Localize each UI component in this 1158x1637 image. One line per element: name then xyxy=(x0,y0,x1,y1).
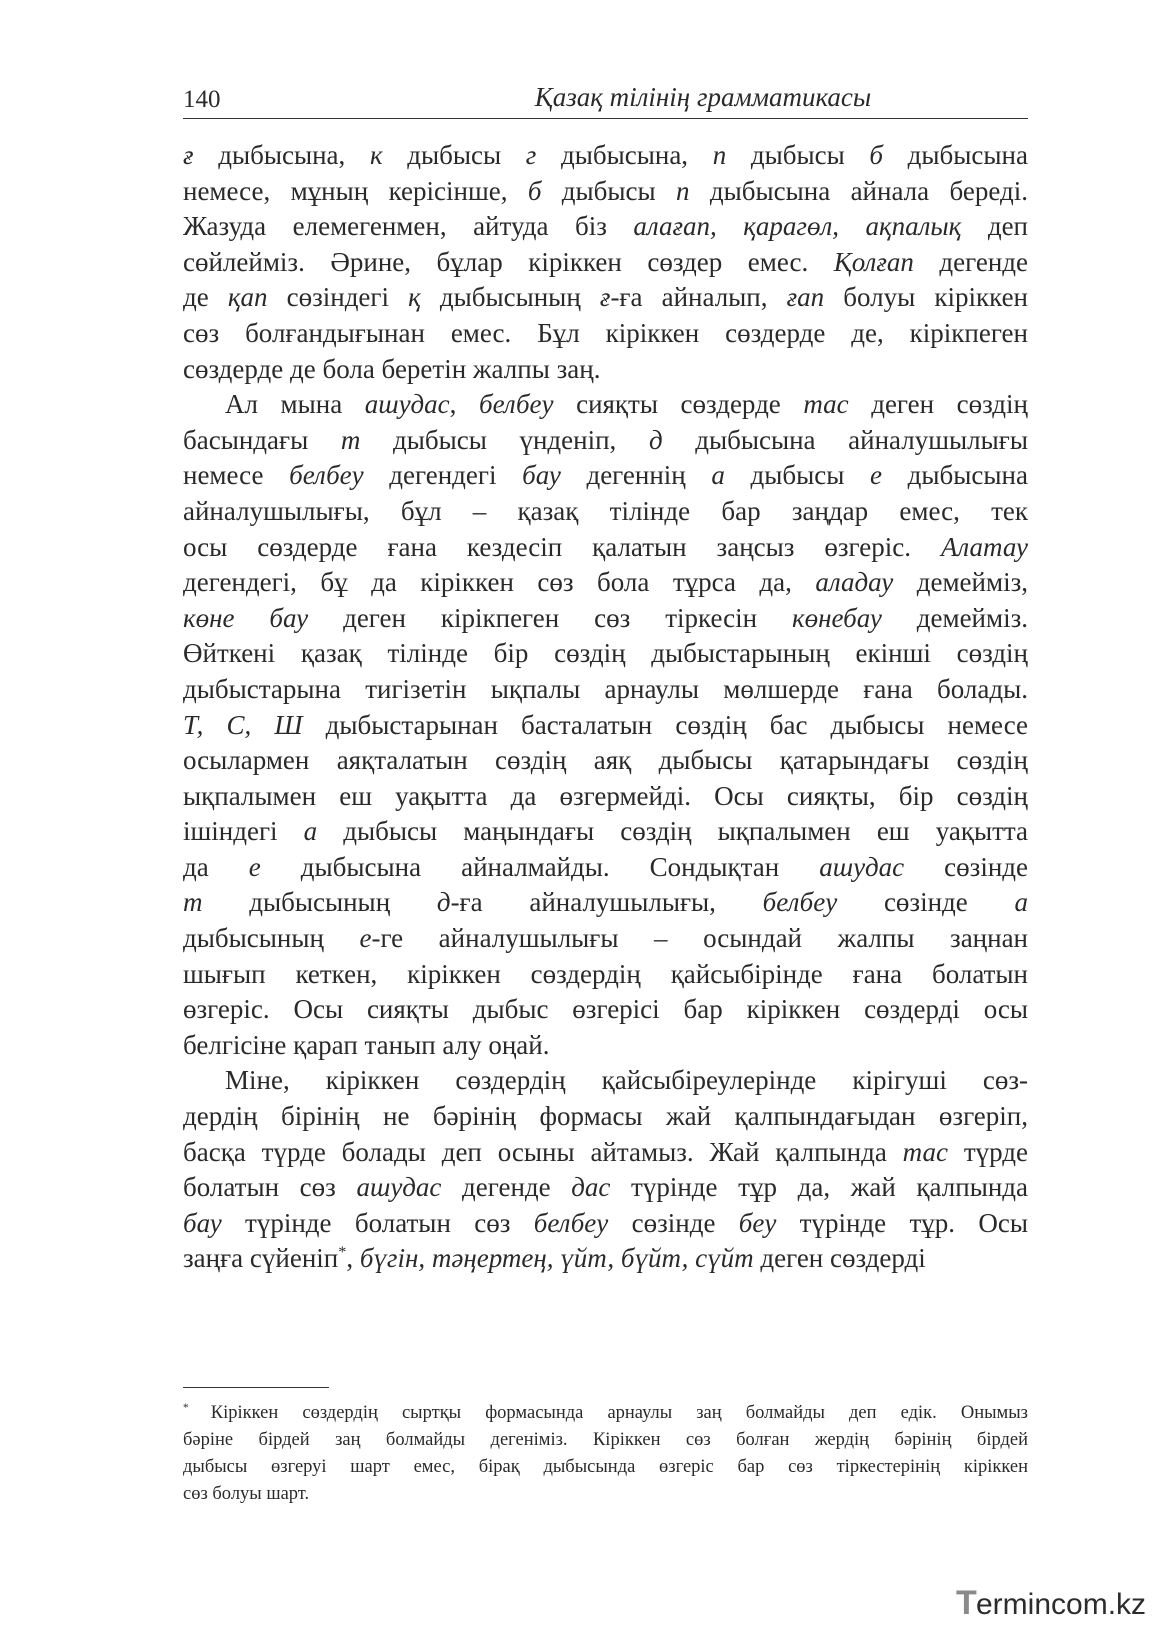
italic-term: беу xyxy=(738,1207,777,1238)
italic-term: қап xyxy=(227,282,268,313)
text-run: сөзінде xyxy=(837,887,1015,918)
italic-term: көнебау xyxy=(791,602,882,633)
text-run: сөздерде де бола беретін жалпы заң. xyxy=(183,353,601,384)
italic-term: п xyxy=(712,140,727,170)
footnote-text: бәріне бірдей заң болмайды дегеніміз. Кіріккен сөз болған жердің бәрінің бірдей xyxy=(183,1430,1028,1450)
italic-term: а xyxy=(303,816,318,847)
text-run: сөзінде xyxy=(608,1207,739,1238)
text-line xyxy=(183,957,1028,993)
italic-term: белбеу xyxy=(533,1207,609,1238)
text-run: дыбысы маңындағы сөздің ықпалымен еш уақытта xyxy=(317,816,1028,847)
italic-term: көне бау xyxy=(183,602,309,633)
italic-term: бүгін, тәңертең, үйт, бүйт, сүйт xyxy=(359,1243,754,1274)
text-line xyxy=(183,708,1028,744)
italic-term: т xyxy=(340,424,361,455)
text-run: дыбысына, xyxy=(193,140,370,170)
italic-term: белбеу xyxy=(289,460,364,491)
footnote-line xyxy=(183,1481,1028,1508)
footnote-text: дыбысы өзгеруі шарт емес, бірақ дыбысында өзгеріс бар сөз тіркестерінің кіріккен xyxy=(183,1457,1028,1477)
italic-term: алағап, қарагөл, ақпалық xyxy=(633,211,962,242)
italic-term: бау xyxy=(183,1207,222,1238)
text-run: демейміз. xyxy=(881,602,1029,633)
text-run: Жазуда елемегенмен, айтуда біз xyxy=(183,211,634,242)
text-line xyxy=(183,352,1028,388)
text-run: ішіндегі xyxy=(183,816,304,847)
italic-term: е xyxy=(870,460,883,491)
page-header xyxy=(183,82,1028,119)
italic-term: т xyxy=(183,887,203,918)
italic-term: аладау xyxy=(815,567,894,598)
text-run: дыбысы xyxy=(724,460,871,491)
text-run: сияқты сөздерде xyxy=(553,389,804,420)
body-text xyxy=(183,138,1028,1277)
svg-text:T: T xyxy=(956,1584,977,1622)
text-line xyxy=(183,245,1028,281)
italic-term: бау xyxy=(522,460,561,491)
text-run: , xyxy=(346,1243,360,1274)
italic-term: Т, С, Ш xyxy=(183,709,303,740)
text-line xyxy=(183,138,1028,174)
text-run: -ге айналушылығы – осындай жалпы заңнан xyxy=(371,923,1029,954)
italic-term: ғап xyxy=(786,282,825,313)
text-run: белгісіне қарап танып алу оңай. xyxy=(183,1029,550,1060)
text-run: дегенде xyxy=(441,1172,572,1203)
running-title: Қазақ тілінің грамматикасы xyxy=(534,82,872,112)
italic-term: б xyxy=(869,140,884,170)
text-line xyxy=(183,565,1028,601)
text-line xyxy=(183,885,1028,921)
italic-term: ашудас xyxy=(364,389,450,420)
text-run: деп xyxy=(961,211,1029,242)
text-run: түрінде болатын сөз xyxy=(221,1207,534,1238)
text-line xyxy=(183,672,1028,708)
text-line xyxy=(183,992,1028,1028)
text-run: дыбысына xyxy=(882,460,1028,491)
text-run: шығып кеткен, кіріккен сөздердің қайсыбірінде ғана болатын xyxy=(183,958,1028,989)
italic-term: белбеу xyxy=(762,887,838,918)
text-run: да xyxy=(183,851,249,882)
text-run: дыбысына xyxy=(883,140,1028,170)
italic-term: ашудас xyxy=(819,851,905,882)
text-run: демейміз, xyxy=(893,567,1028,598)
italic-term: тас xyxy=(902,1136,948,1167)
text-line xyxy=(183,387,1028,423)
text-run: болуы кіріккен xyxy=(824,282,1028,313)
text-line xyxy=(183,1241,1028,1277)
italic-term: ашудас xyxy=(356,1172,442,1203)
italic-term: е xyxy=(248,851,261,882)
text-line xyxy=(183,743,1028,779)
text-line xyxy=(183,601,1028,637)
text-run: сөйлейміз. Әрине, бұлар кіріккен сөздер емес. xyxy=(183,246,834,277)
footnote-text: Кіріккен сөздердің сыртқы формасында арнаулы заң болмайды деп едік. Онымыз xyxy=(210,1403,1028,1423)
italic-term: а xyxy=(711,460,725,491)
text-run: сөзінде xyxy=(904,851,1028,882)
text-run: осы сөздерде ғана кездесіп қалатын заңсыз өзгеріс. xyxy=(183,531,941,562)
text-run: дыбысына, xyxy=(536,140,713,170)
text-run: немесе, мұның керісінше, xyxy=(183,175,528,206)
italic-term: белбеу xyxy=(478,389,554,420)
text-run: түрінде тұр. Осы xyxy=(776,1207,1028,1238)
text-line xyxy=(183,174,1028,210)
italic-term: г xyxy=(525,140,537,170)
italic-term: д xyxy=(436,887,451,918)
text-run: деген кірікпеген сөз тіркесін xyxy=(308,602,792,633)
italic-term: дас xyxy=(571,1172,611,1203)
text-run: басындағы xyxy=(183,424,341,455)
text-run: дыбысына айналмайды. Сондықтан xyxy=(260,851,820,882)
text-line xyxy=(183,494,1028,530)
text-line xyxy=(183,850,1028,886)
italic-term: п xyxy=(676,175,690,206)
text-run: немесе xyxy=(183,460,290,491)
footnote-line xyxy=(183,1427,1028,1454)
text-run: дыбысы xyxy=(726,140,870,170)
footnote-marker: * xyxy=(183,1401,211,1414)
text-run: деген сөздерді xyxy=(753,1243,926,1274)
text-run: дердің бірінің не бәрінің формасы жай қалпындағыдан өзгеріп, xyxy=(183,1101,1028,1132)
text-line xyxy=(183,1099,1028,1135)
text-line xyxy=(183,921,1028,957)
paragraph-1 xyxy=(183,138,1028,387)
text-line xyxy=(183,814,1028,850)
text-line xyxy=(183,423,1028,459)
text-line xyxy=(183,636,1028,672)
text-run: дыбысына айнала береді. xyxy=(689,175,1028,206)
italic-term: ғ xyxy=(183,140,194,170)
footnote-line xyxy=(183,1454,1028,1481)
text-run: дыбысының xyxy=(202,887,437,918)
text-run: -ға айналып, xyxy=(610,282,787,313)
text-run: дыбысы xyxy=(382,140,526,170)
text-line xyxy=(183,1206,1028,1242)
text-line xyxy=(183,1028,1028,1064)
text-run: сөз болғандығынан емес. Бұл кіріккен сөздерде де, кірікпеген xyxy=(183,317,1028,348)
text-line xyxy=(183,1063,1028,1099)
italic-term: а xyxy=(1014,887,1029,918)
text-line xyxy=(183,530,1028,566)
italic-term: е xyxy=(359,923,372,954)
text-run: басқа түрде болады деп осыны айтамыз. Жай қалпында xyxy=(183,1136,903,1167)
text-run: деген сөздің xyxy=(848,389,1028,420)
paragraph-3 xyxy=(183,1063,1028,1277)
text-run: дыбысына айналушылығы xyxy=(662,424,1029,455)
text-run: дыбысының xyxy=(183,923,360,954)
italic-term: Қолғап xyxy=(833,246,914,277)
text-run: ықпалымен еш уақытта да өзгермейді. Осы сияқты, бір сөздің xyxy=(183,780,1028,811)
text-run: айналушылығы, бұл – қазақ тілінде бар заңдар емес, тек xyxy=(183,495,1028,526)
text-run: Ал мына xyxy=(225,389,365,420)
text-run: болатын сөз xyxy=(183,1172,357,1203)
italic-term: қ xyxy=(408,282,421,313)
text-run: де xyxy=(183,282,228,313)
footnote-line xyxy=(183,1400,1028,1427)
text-line xyxy=(183,458,1028,494)
text-run: дыбысының xyxy=(420,282,600,313)
footnote-divider xyxy=(183,1387,329,1388)
text-run: дегенде xyxy=(913,246,1028,277)
text-line xyxy=(183,209,1028,245)
text-run: сөзіндегі xyxy=(267,282,409,313)
text-line xyxy=(183,280,1028,316)
italic-term: тас xyxy=(803,389,849,420)
text-run: дегеннің xyxy=(560,460,712,491)
text-run: дыбысы үнденіп, xyxy=(360,424,649,455)
footnote-marker: * xyxy=(338,1243,347,1262)
site-watermark-logo xyxy=(948,1576,1148,1626)
text-line xyxy=(183,779,1028,815)
text-run: дегендегі, бұ да кіріккен сөз бола тұрса да, xyxy=(183,567,816,598)
text-run: дыбысы xyxy=(541,175,677,206)
italic-term: д xyxy=(648,424,663,455)
text-run: түрінде тұр да, жай қалпында xyxy=(610,1172,1029,1203)
italic-term: ғ xyxy=(599,282,611,313)
text-run: дыбыстарынан басталатын сөздің бас дыбысы немесе xyxy=(302,709,1028,740)
italic-term: б xyxy=(527,175,542,206)
text-run: дыбыстарына тигізетін ықпалы арнаулы мөлшерде ғана болады. xyxy=(183,673,1028,704)
text-run: , xyxy=(449,389,479,420)
text-run: Өйткені қазақ тілінде бір сөздің дыбыстарының екінші сөздің xyxy=(183,638,1028,669)
text-line xyxy=(183,316,1028,352)
paragraph-2 xyxy=(183,387,1028,1063)
text-run: Міне, кіріккен сөздердің қайсыбіреулерінде кірігуші сөз- xyxy=(225,1065,1028,1096)
text-run: осылармен аяқталатын сөздің аяқ дыбысы қатарындағы сөздің xyxy=(183,745,1028,776)
text-run: өзгеріс. Осы сияқты дыбыс өзгерісі бар кіріккен сөздерді осы xyxy=(183,994,1028,1025)
italic-term: к xyxy=(369,140,383,170)
footnote xyxy=(183,1400,1028,1508)
italic-term: Алатау xyxy=(940,531,1028,562)
text-run: заңға сүйеніп xyxy=(183,1243,339,1274)
svg-text:ermincom.kz: ermincom.kz xyxy=(976,1588,1147,1621)
text-line xyxy=(183,1170,1028,1206)
text-line xyxy=(183,1135,1028,1171)
text-run: -ға айналушылығы, xyxy=(450,887,763,918)
page-number: 140 xyxy=(183,86,221,113)
text-run: дегендегі xyxy=(363,460,523,491)
text-run: түрде xyxy=(947,1136,1028,1167)
footnote-text: сөз болуы шарт. xyxy=(183,1484,310,1504)
